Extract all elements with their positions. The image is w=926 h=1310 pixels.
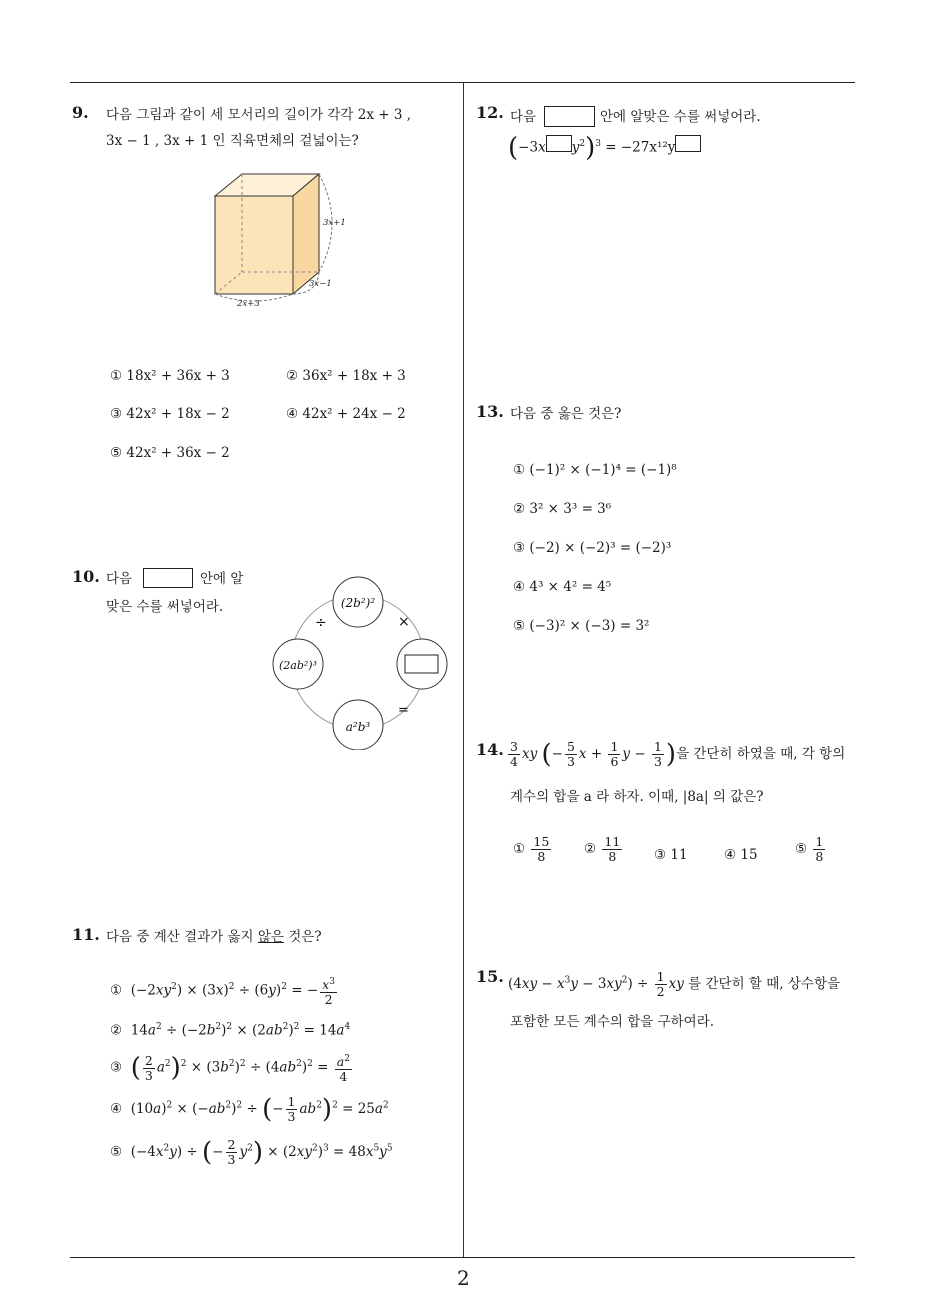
q12-number: 12.: [476, 103, 504, 122]
page-number: 2: [457, 1266, 470, 1290]
bottom-rule: [70, 1257, 855, 1258]
q11-text-b: 것은?: [283, 929, 322, 945]
q10-text-line1b: 안에 알: [200, 571, 244, 587]
q11-choice-4[interactable]: ④ $(10a)^2 \times (-ab^2)^2$ ÷ (− $\frac{1}{3}$ $ab^2)^2 = 25a^2$: [110, 1094, 389, 1125]
q11-choice-1[interactable]: ① $(-2xy^2) \times (3x)^2 \div (6y)^2$ = − $\frac{x^3}{2}$: [110, 977, 335, 1008]
q9-text-line2: 3x − 1 , 3x + 1 인 직육면체의 겉넓이는?: [106, 133, 359, 149]
q14-choice-2[interactable]: ② $\frac{11}{8}$: [584, 834, 621, 864]
q10-number: 10.: [72, 567, 100, 586]
q13-choice-2[interactable]: ② 3² × 3³ = 3⁶: [513, 501, 612, 517]
q12-text-a: 다음: [510, 109, 537, 125]
q11-text-a: 다음 중 계산 결과가 옳지: [106, 929, 258, 945]
q9-choice-2[interactable]: ② 36x² + 18x + 3: [286, 368, 406, 384]
q15-text-line2: 포함한 모든 계수의 합을 구하여라.: [510, 1014, 715, 1030]
q9-label-height: 3x+1: [323, 218, 346, 228]
q12-answer-box[interactable]: [544, 106, 595, 127]
q13-number: 13.: [476, 402, 504, 421]
q14-text-after: 을 간단히 하였을 때, 각 항의: [676, 746, 846, 762]
q11-choice-5[interactable]: ⑤ $(-4x^2y)$ ÷ (− $\frac{2}{3}$ $y^2) \times (2xy^2)^3 = 48x^5y^5$: [110, 1137, 393, 1168]
q14-choice-3[interactable]: ③ 11: [654, 847, 688, 863]
q11-number: 11.: [72, 925, 100, 944]
q11-text: [106, 927, 322, 947]
q10-op-multiply: ×: [398, 614, 410, 630]
q12-blank-exponent-x[interactable]: [546, 135, 572, 152]
q14-number: 14.: [476, 740, 504, 759]
q10-answer-box[interactable]: [143, 568, 193, 588]
q10-op-equals: =: [398, 703, 409, 718]
q12-blank-exponent-y[interactable]: [675, 135, 701, 152]
q9-label-depth: 3x−1: [309, 279, 332, 289]
q9-choice-5[interactable]: ⑤ 42x² + 36x − 2: [110, 445, 230, 461]
q9-label-width: 2x+3: [237, 299, 260, 309]
q11-choice-3[interactable]: ③ ( $\frac{2}{3}$ $a^2)^2 \times (3b^2)^2 \div (4ab^2)^2$ = $\frac{a^2}{4}$: [110, 1052, 350, 1085]
q14-text-line2: 계수의 합을 a 라 하자. 이때, |8a| 의 값은?: [510, 789, 764, 805]
q10-circle-top: (2b²)²: [340, 596, 376, 610]
q14-choice-4[interactable]: ④ 15: [724, 847, 758, 863]
q12-text-b: 안에 알맞은 수를 써넣어라.: [600, 109, 761, 125]
column-divider: [463, 83, 464, 1258]
q12-rhs: = −27x¹²y: [605, 139, 676, 156]
q11-choice-2[interactable]: ② $14a^2 \div (-2b^2)^2 \times (2ab^2)^2 = 14a^4$: [110, 1022, 351, 1039]
q9-choice-1[interactable]: ① 18x² + 36x + 3: [110, 368, 230, 384]
q14-expression: $\frac{3}{4}$ xy (− $\frac{5}{3}$ x + $\frac{1}{6}$ y − $\frac{1}{3}$ )을 간단히 하였을 때, 각 항의: [510, 739, 846, 770]
q9-text-line1: 다음 그림과 같이 세 모서리의 길이가 각각 2x + 3 ,: [106, 107, 412, 123]
q15-text-after: 를 간단히 할 때, 상수항을: [688, 976, 841, 992]
q13-text: 다음 중 옳은 것은?: [510, 406, 622, 422]
q13-choice-5[interactable]: ⑤ (−3)² × (−3) = 3²: [513, 618, 650, 634]
q13-choice-1[interactable]: ① (−1)² × (−1)⁴ = (−1)⁸: [513, 462, 677, 478]
q11-text-underlined: 않은: [257, 929, 284, 945]
q14-choice-5[interactable]: ⑤ $\frac{1}{8}$: [795, 834, 824, 864]
q15-expression: $(4xy - x^3y - 3xy^2)$ ÷ $\frac{1}{2}$ xy 를 간단히 할 때, 상수항을: [508, 969, 841, 999]
q9-cuboid-figure: [205, 168, 355, 310]
q13-choice-3[interactable]: ③ (−2) × (−2)³ = (−2)³: [513, 540, 672, 556]
q10-circle-left: (2ab²)³: [278, 659, 318, 672]
q10-circle-bottom: a²b³: [345, 720, 371, 734]
q10-op-divide: ÷: [315, 615, 327, 631]
q10-cycle-diagram: [268, 570, 458, 750]
q9-choice-3[interactable]: ③ 42x² + 18x − 2: [110, 406, 230, 422]
q10-diagram-blank-box: [405, 655, 438, 673]
q9-number: 9.: [72, 103, 89, 122]
q10-text-line1a: 다음: [106, 571, 133, 587]
q12-equation: (−3x $y^2)^3 = -27x^{12}y$: [508, 138, 701, 158]
q13-choice-4[interactable]: ④ 4³ × 4² = 4⁵: [513, 579, 612, 595]
q10-text-line2: 맞은 수를 써넣어라.: [106, 599, 224, 615]
q15-number: 15.: [476, 967, 504, 986]
q9-choice-4[interactable]: ④ 42x² + 24x − 2: [286, 406, 406, 422]
q14-choice-1[interactable]: ① $\frac{15}{8}$: [513, 834, 550, 864]
